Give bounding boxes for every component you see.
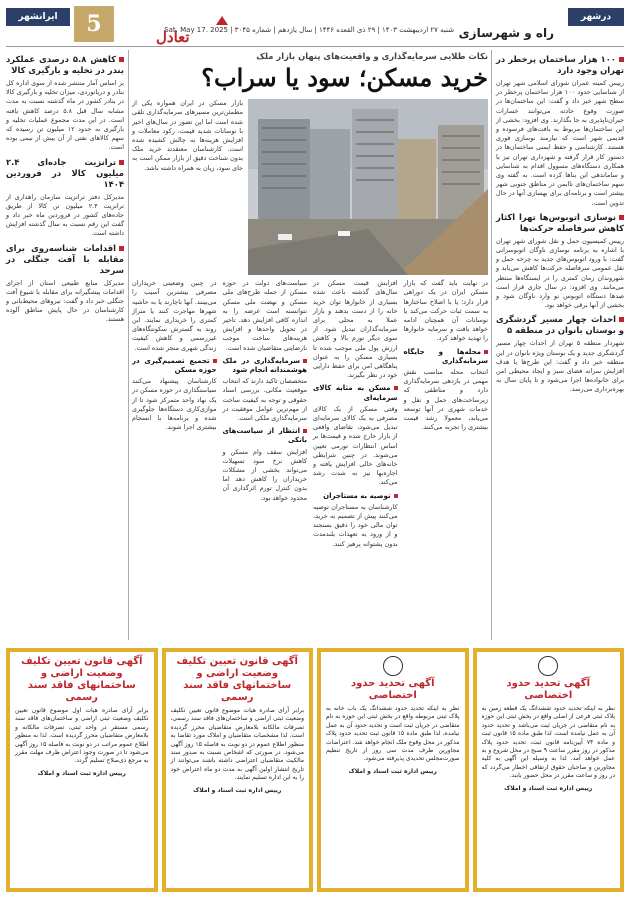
ad-body: برابر آرای صادره هیات موضوع قانون تعیین تکلیف وضعیت ثبتی اراضی و ساختمان‌های فاقد سند رسمی، تصرفات مالکانه بلامعارض متقاضیان محرز گردیده است. لذا مشخصات متقاضیان و املاک مورد تقاضا به منظور اطلاع عموم در دو نوبت به فاصله ۱۵ روز آگهی می‌شود. در صورتی که اشخاص نسبت به صدور سند مالکیت متقاضیان اعتراضی داشته باشند می‌توانند از تاریخ انتشار اولین آگهی به مدت دو ماه اعتراض خود را به این اداره تسلیم نمایند.	[170, 707, 304, 782]
page-number: 5	[74, 6, 114, 42]
ad-title: آگهی قانون تعیین تکلیف وضعیت اراضی و ساختمانهای فاقد سند رسمی	[21, 656, 143, 703]
issue-meta: شنبه ۲۷ اردیبهشت ۱۴۰۳ | ۲۹ ذی القعده ۱۴۴۶ | سال یازدهم | شماره ۳۰۴۵ | Sat. May 17. 2025	[164, 26, 454, 34]
article-column: سیاست‌های دولت در حوزه مسکن از جمله طرح‌های ملی مسکن و نهضت ملی مسکن نتوانسته است عرضه را به اندازه کافی افزایش دهد. تاخیر در تحویل واحدها و افزایش هزینه‌های ساخت موجب نارضایتی متقاضیان شده است. سرمایه‌گذاری در ملک هوشمندانه انجام شود متخصصان تاکید دارند که انتخاب موقعیت مکانی، بررسی اسناد حقوقی و توجه به کیفیت ساخت از مهم‌ترین عوامل موفقیت در سرمایه‌گذاری ملکی است. انتظار از سیاست‌های بانکی افزایش سقف وام مسکن و کاهش نرخ سود تسهیلات می‌تواند بخشی از مشکلات خریداران را کاهش دهد اما بدون کنترل تورم اثرگذاری آن محدود خواهد بود.	[222, 279, 307, 502]
news-body: شهردار منطقه ۵ تهران از احداث چهار مسیر گردشگری جدید و یک بوستان ویژه بانوان در این منطقه خبر داد و گفت: این طرح‌ها با هدف افزایش سرانه فضای سبز و ایجاد محیطی امن برای خانواده‌ها اجرا می‌شود و تا پایان سال به بهره‌برداری می‌رسد.	[496, 339, 624, 394]
subheading: مسکن به مثابه کالای سرمایه‌ای	[313, 384, 398, 402]
bullet-square-icon	[484, 350, 488, 354]
news-body: رییس کمیته عمران شورای اسلامی شهر تهران از شناسایی حدود ۱۰۰ هزار ساختمان پرخطر در سطح شهر خبر داد و گفت: این ساختمان‌ها در صورت وقوع حادثه می‌توانند خسارات جبران‌ناپذیری به جا بگذارند. وی افزود: بخشی از این ساختمان‌ها مربوط به بافت‌های فرسوده و قدیمی شهر است که نیازمند نوسازی فوری هستند. کارشناسی و حفظ ایمنی ساختمان‌ها در دستور کار قرار گرفته و شهرداری تهران نیز با همکاری دستگاه‌های مسوول اقدام به شناسایی و ساماندهی این بناها کرده است. به گفته وی سهم ساختمان‌های ناایمن در مناطق جنوبی شهر بیشتر است و برنامه‌ای برای بهسازی آنها در حال تدوین است.	[496, 79, 624, 207]
section-title: راه و شهرسازی	[458, 26, 554, 40]
column-divider	[491, 50, 492, 640]
subheading: توصیه به مستاجران	[313, 492, 398, 501]
article-kicker: نکات طلایی سرمایه‌گذاری و واقعیت‌های پنهان بازار ملک	[256, 51, 488, 61]
news-body: مدیرکل دفتر ترانزیت سازمان راهداری از ترانزیت ۲.۴ میلیون تن کالا از طریق جاده‌های کشور در فروردین ماه خبر داد و گفت این رقم نسبت به سال گذشته افزایش داشته است.	[6, 192, 124, 238]
bullet-square-icon	[303, 359, 307, 363]
article-intro: بازار مسکن در ایران همواره یکی از مطمئن‌ترین مسیرهای سرمایه‌گذاری تلقی شده است اما این تصور در سال‌های اخیر با نوسانات شدید قیمت، رکود معاملات و افزایش هزینه‌ها به چالش کشیده شده است. کارشناسان معتقدند خرید ملک بدون شناخت دقیق از بازار ممکن است به جای سود، زیان به همراه داشته باشد.	[132, 99, 243, 172]
legal-ad	[473, 648, 625, 892]
legal-ads-row	[6, 648, 624, 892]
ad-title: آگهی تحدید حدود اختصاصی	[506, 678, 591, 701]
masthead	[6, 6, 624, 47]
bullet-square-icon	[619, 317, 624, 322]
ad-title: آگهی تحدید حدود اختصاصی	[350, 678, 435, 701]
bullet-square-icon	[119, 246, 124, 251]
ad-signature: رییس اداره ثبت اسناد و املاک	[348, 767, 437, 775]
article-title: خرید مسکن؛ سود یا سراب؟	[201, 63, 488, 93]
article-column: در نهایت باید گفت که بازار مسکن ایران در یک دوراهی قرار دارد؛ یا با اصلاح ساختارها به سمت ثبات حرکت می‌کند یا نوسانات آن همچنان ادامه خواهد یافت و سرمایه خانوارها را تهدید خواهد کرد. محله‌ها و جایگاه سرمایه‌گذاری انتخاب محله مناسب نقش مهمی در بازدهی سرمایه‌گذاری دارد و مناطقی که زیرساخت‌های حمل و نقل و خدمات شهری در آنها توسعه می‌یابد، معمولا رشد قیمت بیشتری را تجربه می‌کنند.	[403, 279, 488, 432]
ad-body: نظر به اینکه تحدید حدود ششدانگ یک باب خانه به پلاک ثبتی مربوطه واقع در بخش ثبتی این حوزه به نام متقاضی در جریان ثبت است و تحدید حدود آن به عمل نیامده، لذا طبق ماده ۱۵ قانون ثبت تحدید حدود پلاک مذکور در محل وقوع ملک انجام خواهد شد. اعتراضات مجاورین ظرف مدت سی روز از تاریخ تنظیم صورت‌مجلس تحدیدی پذیرفته می‌شود.	[326, 705, 460, 763]
news-headline: ترانزیت جاده‌ای ۲.۴ میلیون کالا در فروردین ۱۴۰۴	[6, 156, 124, 189]
ad-signature: رییس اداره ثبت اسناد و املاک	[193, 786, 282, 794]
ad-body: نظر به اینکه تحدید حدود ششدانگ یک قطعه زمین به پلاک ثبتی فرعی از اصلی واقع در بخش ثبتی این حوزه به نام متقاضی در جریان ثبت می‌باشد و تحدید حدود آن به عمل نیامده است، لذا طبق ماده ۱۵ قانون ثبت و ماده ۷۴ آیین‌نامه قانون ثبت، تحدید حدود پلاک مذکور در روز مقرر ساعت ۹ صبح در محل شروع و به عمل خواهد آمد. لذا به وسیله این آگهی به کلیه مجاورین و صاحبان حقوق ارتفاقی اخطار می‌گردد که در روز و ساعت مقرر در محل حضور یابند.	[481, 705, 615, 780]
subheading: انتظار از سیاست‌های بانکی	[222, 427, 307, 445]
legal-ad	[6, 648, 158, 892]
main-article	[132, 50, 488, 640]
news-headline: ۱۰۰ هزار ساختمان پرخطر در تهران وجود دارد	[496, 54, 624, 75]
news-body: مدیرکل منابع طبیعی استان از اجرای اقدامات پیشگیرانه برای مقابله با شیوع آفت جنگلی خبر داد و گفت: نیروهای محیط‌بانی و کارشناسان در حال پایش مناطق آلوده هستند.	[6, 278, 124, 324]
right-news-column	[496, 50, 624, 640]
logo-triangle-icon	[216, 16, 228, 25]
bullet-square-icon	[213, 359, 217, 363]
legal-ad	[162, 648, 314, 892]
ad-signature: رییس اداره ثبت اسناد و املاک	[504, 784, 593, 792]
bullet-square-icon	[119, 57, 124, 62]
judiciary-emblem-icon	[538, 656, 558, 676]
news-body: بر اساس آمار منتشر شده از سوی اداره کل بنادر و دریانوردی، میزان تخلیه و بارگیری کالا در بنادر کشور در ماه گذشته نسبت به مدت مشابه سال قبل ۵.۸ درصد کاهش یافته است. در این مدت مجموع عملیات تخلیه و بارگیری به حدود ۱۲ میلیون تن رسیده که سهم کالاهای نفتی از آن بیش از نیمی بوده است.	[6, 79, 124, 152]
news-headline: احداث چهار مسیر گردشگری و بوستان بانوان در منطقه ۵	[496, 314, 624, 336]
news-headline: کاهش ۵.۸ درصدی عملکرد بندر در تخلیه و بارگیری کالا	[6, 54, 124, 75]
judiciary-emblem-icon	[383, 656, 403, 676]
article-photo	[248, 99, 488, 275]
news-body: رییس کمیسیون حمل و نقل شورای شهر تهران با اشاره به برنامه نوسازی ناوگان اتوبوسرانی گفت: با ورود اتوبوس‌های جدید به چرخه حمل و نقل عمومی سرفاصله حرکت‌ها کاهش می‌یابد و شهروندان زمان کمتری را در ایستگاه‌ها منتظر می‌مانند. وی افزود: در سال جاری قرار است صدها دستگاه اتوبوس نو وارد ناوگان شود و بخشی از آنها برقی خواهد بود.	[496, 236, 624, 310]
article-column: در چنین وضعیتی خریداران مصرفی بیشترین آسیب را می‌بینند. آنها ناچارند یا به حاشیه شهرها مهاجرت کنند یا متراژ کمتری را خریداری نمایند. این روند به گسترش سکونتگاه‌های غیررسمی و کاهش کیفیت زندگی شهری منجر شده است. تجمیع تصمیم‌گیری در حوزه مسکن کارشناسان پیشنهاد می‌کنند سیاستگذاری در حوزه مسکن در یک نهاد واحد متمرکز شود تا از موازی‌کاری دستگاه‌ها جلوگیری شده و برنامه‌ها با انسجام بیشتری اجرا شوند.	[132, 279, 217, 432]
legal-ad	[317, 648, 469, 892]
bullet-square-icon	[619, 215, 624, 220]
news-headline: اقدامات شناسه‌روی برای مقابله با آفت جنگلی در سرحد	[6, 242, 124, 275]
subheading: تجمیع تصمیم‌گیری در حوزه مسکن	[132, 356, 217, 375]
left-news-column	[6, 50, 124, 640]
news-headline: نوسازی اتوبوس‌ها تهرا اکثار کاهش سرفاصله حرکت‌ها	[496, 211, 624, 233]
subheading: محله‌ها و جایگاه سرمایه‌گذاری	[403, 347, 488, 365]
bullet-square-icon	[119, 160, 124, 165]
article-column: افزایش قیمت مسکن در سال‌های گذشته باعث شده بسیاری از خانوارها توان خرید خانه را از دست بدهند و بازار عملا به محلی برای سرمایه‌گذاران تبدیل شود. از سوی دیگر تورم بالا و کاهش ارزش پول ملی موجب شده تا بسیاری مسکن را به عنوان پناهگاهی امن برای حفظ دارایی خود در نظر بگیرند. مسکن به مثابه کالای سرمایه‌ای وقتی مسکن از یک کالای مصرفی به یک کالای سرمایه‌ای تبدیل می‌شود، تقاضای واقعی از بازار خارج شده و قیمت‌ها بر اساس انتظارات تورمی تعیین می‌شوند. در چنین شرایطی خانه‌های خالی افزایش یافته و اجاره‌بها نیز به شدت رشد می‌کند. توصیه به مستاجران کارشناسان به مستاجران توصیه می‌کنند پیش از تصمیم به خرید، توان مالی خود را دقیق بسنجند و از ورود به تعهدات بلندمدت بدون پشتوانه پرهیز کنند.	[313, 279, 398, 548]
section-tab-left: ایرانشهر	[6, 8, 70, 26]
subheading: سرمایه‌گذاری در ملک هوشمندانه انجام شود	[222, 356, 307, 375]
bullet-square-icon	[394, 494, 398, 498]
ad-signature: رییس اداره ثبت اسناد و املاک	[37, 769, 126, 777]
article-columns	[132, 279, 488, 553]
ad-title: آگهی قانون تعیین تکلیف وضعیت اراضی و ساختمانهای فاقد سند رسمی	[176, 656, 298, 703]
section-tab-right: درشهر	[568, 8, 624, 26]
column-divider	[128, 50, 129, 640]
newspaper-logo: تعادل	[156, 28, 190, 46]
ad-body: برابر آرای صادره هیات اول موضوع قانون تعیین تکلیف وضعیت ثبتی اراضی و ساختمان‌های فاقد سند رسمی مستقر در واحد ثبتی، تصرفات مالکانه و بلامعارض متقاضیان محرز گردیده است. لذا به منظور اطلاع عموم مراتب در دو نوبت به فاصله ۱۵ روز آگهی می‌شود تا در صورت وجود اعتراض ظرف مهلت مقرر به مرجع ذی‌صلاح تسلیم گردد.	[15, 707, 149, 765]
residential-towers-image	[248, 99, 488, 275]
bullet-square-icon	[394, 386, 398, 390]
bullet-square-icon	[619, 57, 624, 62]
bullet-square-icon	[303, 429, 307, 433]
